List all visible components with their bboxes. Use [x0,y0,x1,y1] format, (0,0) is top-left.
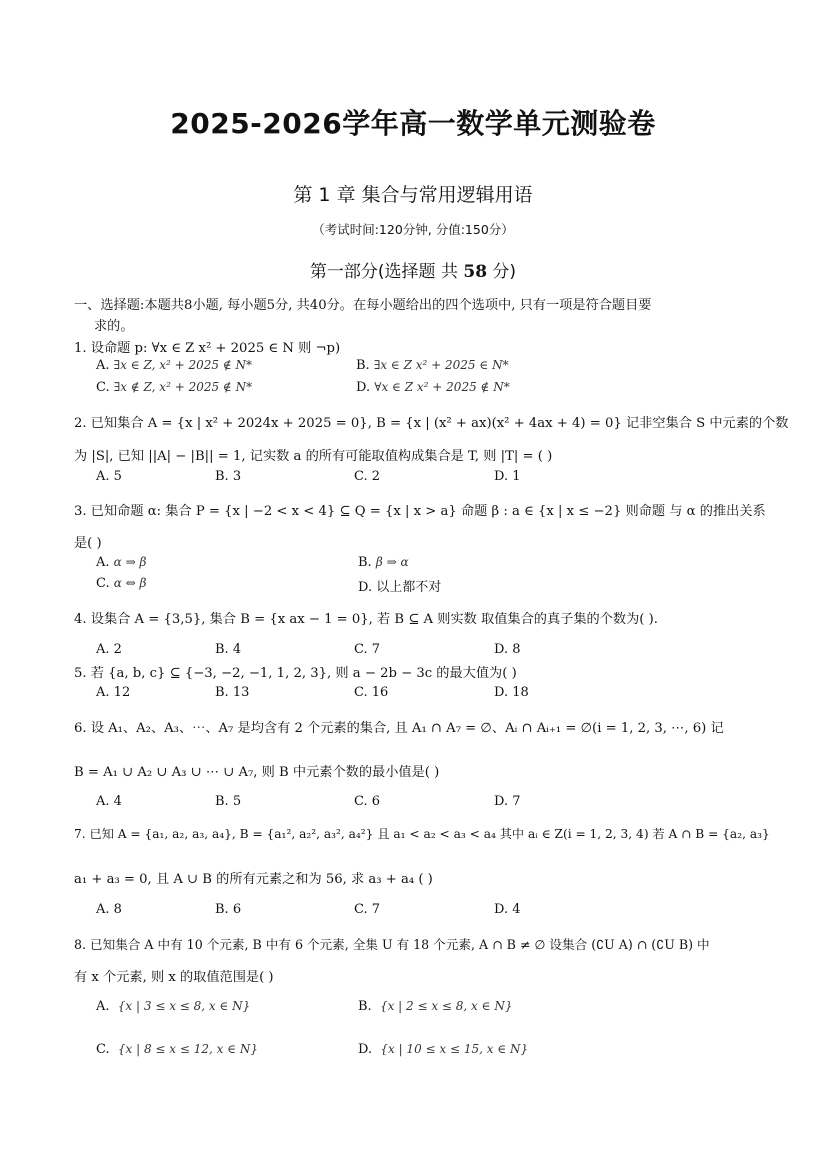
option-letter: C. [354,902,368,917]
option-letter: B. [358,555,372,570]
option-letter: D. [494,642,509,657]
question-6-option-c [354,794,380,809]
option-text: {x | 8 ≤ x ≤ 12, x ∈ N} [117,1042,259,1056]
option-letter: A. [96,999,110,1014]
question-3-option-a [96,555,146,570]
option-text: ∃x ∈ Z, x² + 2025 ∉ N* [113,358,253,372]
option-letter: B. [215,642,229,657]
question-4-option-c [354,642,380,657]
option-letter: C. [354,794,368,809]
question-6-option-a [96,794,122,809]
option-letter: D. [494,469,509,484]
option-letter: B. [215,685,229,700]
question-8-stem-line-2: 有 x 个元素, 则 x 的取值范围是( ) [74,970,274,985]
question-3-stem-line-2: 是( ) [74,536,102,551]
question-7-stem-line-1: 7. 已知 A = {a₁, a₂, a₃, a₄}, B = {a₁², a₂², a₃², a₄²} 且 a₁ < a₂ < a₃ < a₄ 其中 aᵢ ∈ Z(i = 1, 2, 3, 4) 若 A ∩ B = {a₂, a₃} [74,827,770,841]
part-suffix: 分) [487,262,517,282]
option-text: ∃x ∈ Z x² + 2025 ∈ N* [373,358,509,372]
question-6-option-b [215,794,241,809]
option-text: α ⇒ β [113,555,147,569]
question-1-stem: 1. 设命题 p: ∀x ∈ Z x² + 2025 ∈ N 则 ¬p) [74,341,341,356]
option-text: 2 [371,469,381,484]
question-7-option-c [354,902,380,917]
question-1-option-c [96,380,252,395]
option-letter: C. [354,685,368,700]
option-letter: D. [358,580,373,595]
option-letter: D. [494,794,509,809]
option-text: ∃x ∉ Z, x² + 2025 ∉ N* [113,380,253,394]
question-7-option-b [215,902,241,917]
question-1-option-a [96,358,252,373]
option-letter: D. [494,902,509,917]
option-letter: C. [96,380,110,395]
option-letter: A. [96,358,110,373]
question-4-stem: 4. 设集合 A = {3,5}, 集合 B = {x ax − 1 = 0}, 若 B ⊆ A 则实数 取值集合的真子集的个数为( ). [74,612,658,627]
option-text: 5 [232,794,242,809]
option-text: 6 [232,902,242,917]
question-6-option-d [494,794,521,809]
option-text: 4 [113,794,122,809]
question-7-option-d [494,902,521,917]
question-5-option-a [96,685,130,700]
option-text: 4 [232,642,242,657]
option-letter: A. [96,642,110,657]
part-prefix: 第一部分(选择题 共 [309,262,464,282]
exam-title: 2025-2026学年高一数学单元测验卷 [170,107,656,140]
option-text: 18 [512,685,529,700]
part-heading [0,257,826,282]
question-4-option-b [215,642,241,657]
question-2-option-c [354,469,380,484]
question-2-option-a [96,469,122,484]
option-letter: C. [354,469,368,484]
option-text: 3 [232,469,242,484]
instructions-line-2: 求的。 [94,319,134,334]
question-6-stem-line-2: B = A₁ ∪ A₂ ∪ A₃ ∪ ⋯ ∪ A₇, 则 B 中元素个数的最小值是( ) [74,765,440,780]
option-text: {x | 10 ≤ x ≤ 15, x ∈ N} [380,1042,529,1056]
option-text: 以上都不对 [376,580,442,595]
option-letter: C. [354,642,368,657]
question-1-option-d [356,380,510,395]
option-text: 1 [512,469,521,484]
question-2-option-b [215,469,241,484]
option-text: 7 [371,902,381,917]
option-text: 13 [232,685,250,700]
question-8-option-a [96,999,250,1014]
question-2-stem-line-1: 2. 已知集合 A = {x | x² + 2024x + 2025 = 0}, B = {x | (x² + ax)(x² + 4ax + 4) = 0} 记非空集合 S 中元素的个数 [74,416,789,431]
question-3-option-b [358,555,409,570]
option-letter: D. [358,1042,373,1057]
option-text: 7 [371,642,381,657]
option-letter: A. [96,685,110,700]
question-8-option-d [358,1042,528,1057]
option-text: 7 [512,794,521,809]
option-letter: D. [356,380,371,395]
option-text: α ⇔ β [113,576,147,590]
chapter-heading: 第 1 章 集合与常用逻辑用语 [293,184,533,206]
option-text: {x | 3 ≤ x ≤ 8, x ∈ N} [117,999,251,1013]
question-5-stem: 5. 若 {a, b, c} ⊆ {−3, −2, −1, 1, 2, 3}, 则 a − 2b − 3c 的最大值为( ) [74,666,517,681]
option-letter: C. [96,1042,110,1057]
question-3-stem-line-1: 3. 已知命题 α: 集合 P = {x | −2 < x < 4} ⊆ Q = {x | x > a} 命题 β : a ∈ {x | x ≤ −2} 则命题 与 α 的推出关系 [74,504,766,519]
question-4-option-d [494,642,521,657]
option-letter: B. [356,358,370,373]
option-text: {x | 2 ≤ x ≤ 8, x ∈ N} [379,999,513,1013]
option-letter: B. [215,902,229,917]
option-letter: A. [96,794,110,809]
option-text: 4 [512,902,521,917]
instructions-line-1: 一、选择题:本题共8小题, 每小题5分, 共40分。在每小题给出的四个选项中, 只有一项是符合题目要 [74,298,652,313]
question-7-stem-line-2: a₁ + a₃ = 0, 且 A ∪ B 的所有元素之和为 56, 求 a₃ + a₄ ( ) [74,872,433,887]
option-letter: D. [494,685,509,700]
option-letter: B. [215,469,229,484]
option-text: 8 [512,642,521,657]
question-8-option-c [96,1042,258,1057]
option-text: 16 [371,685,389,700]
part-score: 58 [463,262,488,282]
option-letter: A. [96,902,110,917]
question-7-option-a [96,902,122,917]
option-text: 5 [113,469,122,484]
option-letter: A. [96,555,110,570]
question-6-stem-line-1: 6. 设 A₁、A₂、A₃、⋯、A₇ 是均含有 2 个元素的集合, 且 A₁ ∩ A₇ = ∅、Aᵢ ∩ Aᵢ₊₁ = ∅(i = 1, 2, 3, ⋯, 6) 记 [74,721,724,736]
option-text: 8 [113,902,122,917]
option-text: ∀x ∈ Z x² + 2025 ∉ N* [374,380,510,394]
question-4-option-a [96,642,122,657]
question-8-option-b [358,999,512,1014]
option-letter: A. [96,469,110,484]
question-5-option-c [354,685,388,700]
question-3-option-d [358,576,441,595]
option-letter: B. [358,999,372,1014]
option-text: β ⇒ α [375,555,409,569]
question-2-option-d [494,469,521,484]
question-1-option-b [356,358,509,373]
option-text: 12 [113,685,131,700]
question-5-option-b [215,685,249,700]
question-2-stem-line-2: 为 |S|, 已知 ||A| − |B|| = 1, 记实数 a 的所有可能取值构成集合是 T, 则 |T| = ( ) [74,449,553,464]
option-letter: C. [96,576,110,591]
option-text: 2 [113,642,122,657]
question-3-option-c [96,576,147,591]
question-5-option-d [494,685,529,700]
option-letter: B. [215,794,229,809]
exam-info: （考试时间:120分钟, 分值:150分） [312,222,514,237]
question-8-stem-line-1: 8. 已知集合 A 中有 10 个元素, B 中有 6 个元素, 全集 U 有 18 个元素, A ∩ B ≠ ∅ 设集合 (∁U A) ∩ (∁U B) 中 [74,937,710,952]
option-text: 6 [371,794,381,809]
